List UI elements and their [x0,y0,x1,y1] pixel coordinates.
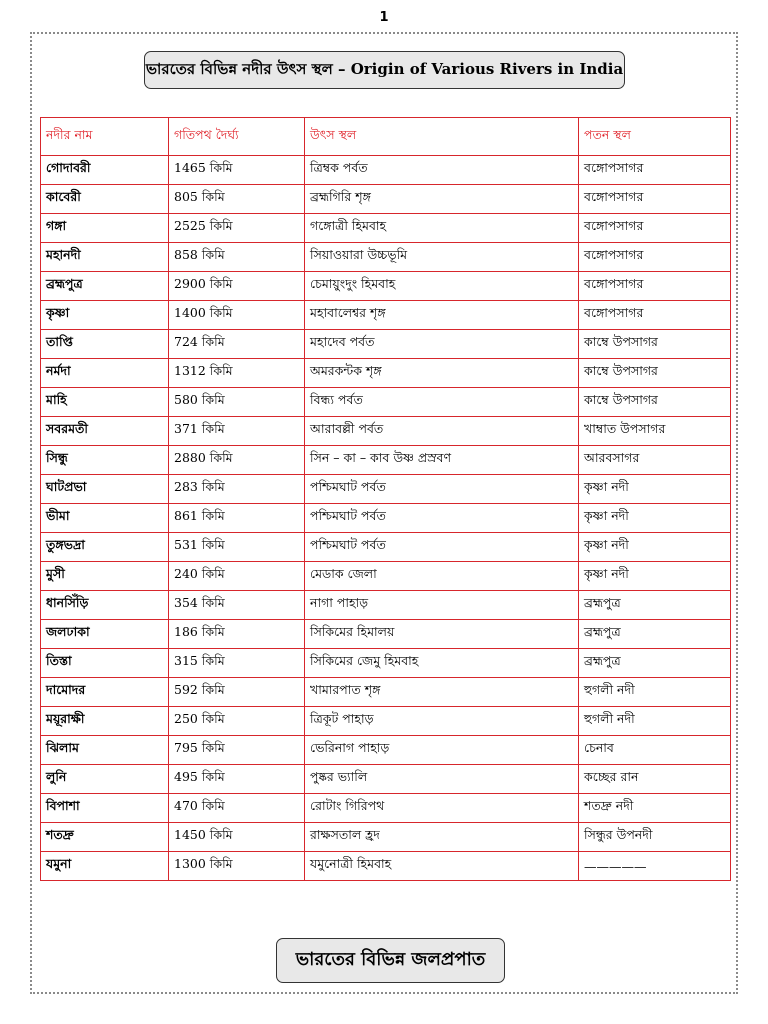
length-cell: 470 কিমি [169,794,305,823]
length-cell: 1300 কিমি [169,852,305,881]
mouth-cell: বঙ্গোপসাগর [579,301,731,330]
origin-cell: যমুনোত্রী হিমবাহ [305,852,579,881]
table-row [41,823,731,852]
rivers-table [40,117,731,881]
mouth-cell: বঙ্গোপসাগর [579,243,731,272]
table-row [41,388,731,417]
mouth-cell: কৃষ্ণা নদী [579,562,731,591]
header-river-name: নদীর নাম [41,118,169,156]
length-cell: 354 কিমি [169,591,305,620]
origin-cell: নাগা পাহাড় [305,591,579,620]
river-name-cell: শতদ্রু [41,823,169,852]
river-name-cell: বিপাশা [41,794,169,823]
mouth-cell: কাম্বে উপসাগর [579,388,731,417]
river-name-cell: ধানসিঁড়ি [41,591,169,620]
table-row [41,533,731,562]
origin-cell: ত্রিম্বক পর্বত [305,156,579,185]
table-row [41,852,731,881]
table-row [41,707,731,736]
mouth-cell: বঙ্গোপসাগর [579,156,731,185]
origin-cell: ত্রিকূট পাহাড় [305,707,579,736]
table-row [41,475,731,504]
river-name-cell: ব্রহ্মপুত্র [41,272,169,301]
length-cell: 580 কিমি [169,388,305,417]
table-row [41,272,731,301]
mouth-cell: কাম্বে উপসাগর [579,359,731,388]
table-row [41,301,731,330]
origin-cell: পশ্চিমঘাট পর্বত [305,533,579,562]
river-name-cell: কাবেরী [41,185,169,214]
origin-cell: রাক্ষসতাল হ্রদ [305,823,579,852]
origin-cell: মহাদেব পর্বত [305,330,579,359]
river-name-cell: তিস্তা [41,649,169,678]
table-row [41,504,731,533]
river-name-cell: দামোদর [41,678,169,707]
river-name-cell: ঝিলাম [41,736,169,765]
origin-cell: মেডাক জেলা [305,562,579,591]
river-name-cell: গোদাবরী [41,156,169,185]
mouth-cell: ব্রহ্মপুত্র [579,620,731,649]
length-cell: 795 কিমি [169,736,305,765]
table-row [41,243,731,272]
origin-cell: রোটাং গিরিপথ [305,794,579,823]
length-cell: 371 কিমি [169,417,305,446]
header-origin: উৎস স্থল [305,118,579,156]
table-row [41,446,731,475]
mouth-cell: ————— [579,852,731,881]
length-cell: 805 কিমি [169,185,305,214]
table-header-row [41,118,731,156]
river-name-cell: ময়ূরাক্ষী [41,707,169,736]
length-cell: 861 কিমি [169,504,305,533]
mouth-cell: কৃষ্ণা নদী [579,475,731,504]
mouth-cell: আরবসাগর [579,446,731,475]
mouth-cell: কাম্বে উপসাগর [579,330,731,359]
mouth-cell: কৃষ্ণা নদী [579,504,731,533]
origin-cell: সিন – কা – কাব উষ্ণ প্রস্রবণ [305,446,579,475]
table-row [41,736,731,765]
river-name-cell: ঘাটপ্রভা [41,475,169,504]
mouth-cell: কচ্ছের রান [579,765,731,794]
river-name-cell: কৃষ্ণা [41,301,169,330]
table-row [41,562,731,591]
origin-cell: সিকিমের জেমু হিমবাহ [305,649,579,678]
length-cell: 2900 কিমি [169,272,305,301]
origin-cell: মহাবালেশ্বর শৃঙ্গ [305,301,579,330]
table-row [41,185,731,214]
header-length: গতিপথ দৈর্ঘ্য [169,118,305,156]
length-cell: 2880 কিমি [169,446,305,475]
length-cell: 724 কিমি [169,330,305,359]
origin-cell: খামারপাত শৃঙ্গ [305,678,579,707]
mouth-cell: বঙ্গোপসাগর [579,214,731,243]
table-row [41,417,731,446]
length-cell: 592 কিমি [169,678,305,707]
length-cell: 2525 কিমি [169,214,305,243]
origin-cell: ভেরিনাগ পাহাড় [305,736,579,765]
origin-cell: পুষ্কর ভ্যালি [305,765,579,794]
river-name-cell: তুঙ্গভদ্রা [41,533,169,562]
mouth-cell: ব্রহ্মপুত্র [579,591,731,620]
page-title: ভারতের বিভিন্ন নদীর উৎস স্থল – Origin of Various Rivers in India [144,51,625,89]
origin-cell: আরাবল্লী পর্বত [305,417,579,446]
river-name-cell: মহানদী [41,243,169,272]
origin-cell: বিন্ধ্য পর্বত [305,388,579,417]
river-name-cell: গঙ্গা [41,214,169,243]
mouth-cell: বঙ্গোপসাগর [579,185,731,214]
table-row [41,359,731,388]
table-row [41,620,731,649]
length-cell: 186 কিমি [169,620,305,649]
mouth-cell: ব্রহ্মপুত্র [579,649,731,678]
mouth-cell: হুগলী নদী [579,707,731,736]
length-cell: 495 কিমি [169,765,305,794]
page-number: 1 [379,10,389,25]
origin-cell: চেমায়ুংদুং হিমবাহ [305,272,579,301]
mouth-cell: হুগলী নদী [579,678,731,707]
table-row [41,649,731,678]
mouth-cell: চেনাব [579,736,731,765]
origin-cell: ব্রহ্মগিরি শৃঙ্গ [305,185,579,214]
length-cell: 858 কিমি [169,243,305,272]
length-cell: 1400 কিমি [169,301,305,330]
table-row [41,794,731,823]
length-cell: 283 কিমি [169,475,305,504]
mouth-cell: কৃষ্ণা নদী [579,533,731,562]
length-cell: 1312 কিমি [169,359,305,388]
length-cell: 315 কিমি [169,649,305,678]
river-name-cell: জলঢাকা [41,620,169,649]
mouth-cell: সিন্ধুর উপনদী [579,823,731,852]
origin-cell: অমরকন্টক শৃঙ্গ [305,359,579,388]
mouth-cell: খাম্বাত উপসাগর [579,417,731,446]
river-name-cell: যমুনা [41,852,169,881]
origin-cell: সিয়াওয়ারা উচ্চভূমি [305,243,579,272]
waterfalls-heading: ভারতের বিভিন্ন জলপ্রপাত [276,938,505,983]
river-name-cell: লুনি [41,765,169,794]
header-mouth: পতন স্থল [579,118,731,156]
length-cell: 1450 কিমি [169,823,305,852]
table-row [41,765,731,794]
river-name-cell: ভীমা [41,504,169,533]
origin-cell: পশ্চিমঘাট পর্বত [305,475,579,504]
river-name-cell: সবরমতী [41,417,169,446]
length-cell: 1465 কিমি [169,156,305,185]
table-row [41,214,731,243]
river-name-cell: সিন্ধু [41,446,169,475]
origin-cell: সিকিমের হিমালয় [305,620,579,649]
river-name-cell: তাপ্তি [41,330,169,359]
river-name-cell: নর্মদা [41,359,169,388]
origin-cell: গঙ্গোত্রী হিমবাহ [305,214,579,243]
origin-cell: পশ্চিমঘাট পর্বত [305,504,579,533]
length-cell: 240 কিমি [169,562,305,591]
river-name-cell: মুসী [41,562,169,591]
table-row [41,591,731,620]
length-cell: 531 কিমি [169,533,305,562]
table-row [41,330,731,359]
mouth-cell: বঙ্গোপসাগর [579,272,731,301]
table-row [41,678,731,707]
length-cell: 250 কিমি [169,707,305,736]
mouth-cell: শতদ্রু নদী [579,794,731,823]
river-name-cell: মাহি [41,388,169,417]
table-row [41,156,731,185]
